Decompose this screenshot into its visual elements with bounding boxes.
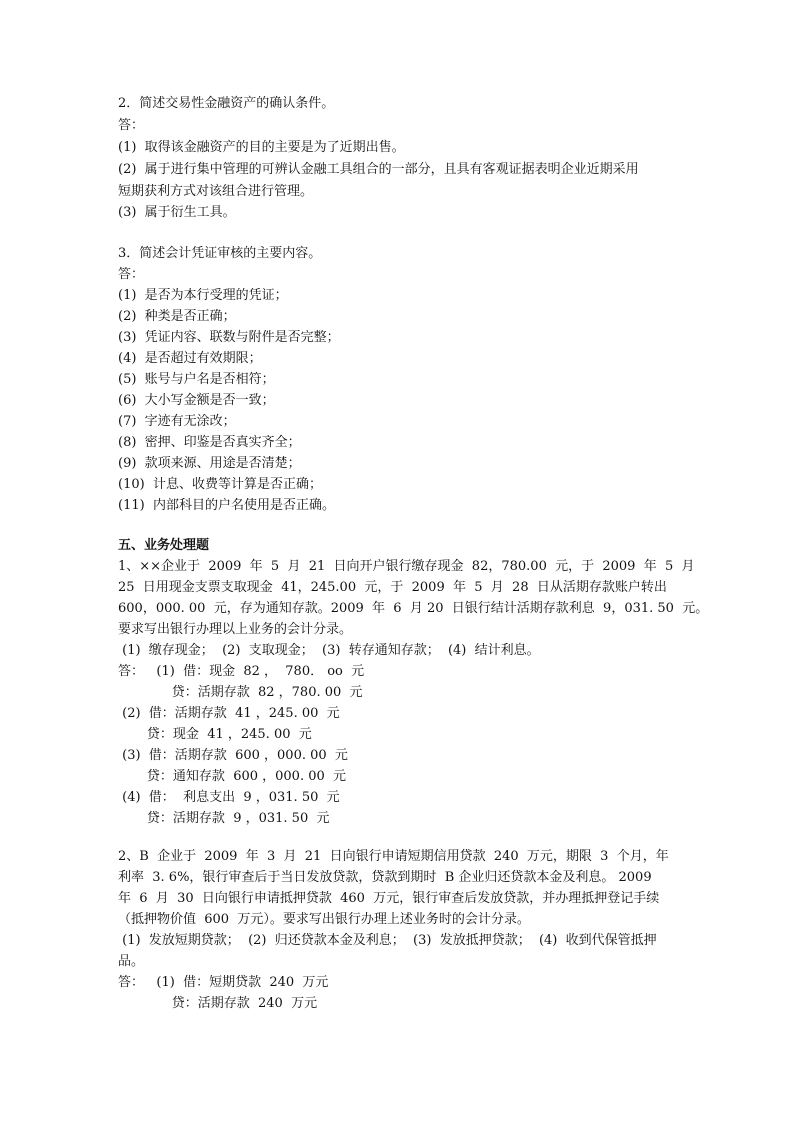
problem2-line: (1) 发放短期贷款； (2) 归还贷款本金及利息； (3) 发放抵押贷款； (4) 收到代保管抵押 bbox=[118, 933, 657, 948]
q3-item: (6) 大小写金额是否一致； bbox=[118, 393, 275, 408]
q3-item: (7) 字迹有无涂改； bbox=[118, 414, 236, 429]
q3-item: (2) 种类是否正确； bbox=[118, 309, 236, 324]
problem2-answer: 答： (1) 借：短期贷款 240 万元 bbox=[118, 975, 329, 990]
q3-title: 3．简述会计凭证审核的主要内容。 bbox=[118, 246, 322, 261]
problem1-line: 25 日用现金支票支取现金 41，245.00 元，于 2009 年 5 月 28 日从活期存款账户转出 bbox=[118, 580, 667, 595]
problem1-answer: 贷：通知存款 600 ，000. 00 元 bbox=[118, 769, 347, 784]
q2-title: 2．简述交易性金融资产的确认条件。 bbox=[118, 96, 335, 111]
problem1-answer: (3) 借：活期存款 600 ，000. 00 元 bbox=[118, 748, 348, 763]
q2-item: (3) 属于衍生工具。 bbox=[118, 205, 236, 220]
problem1-line: 600，000. 00 元，存为通知存款。2009 年 6 月 20 日银行结计活期存款利息 9，031. 50 元。 bbox=[118, 601, 709, 616]
q2-item: (2) 属于进行集中管理的可辨认金融工具组合的一部分，且具有客观证据表明企业近期采用 bbox=[118, 162, 639, 177]
problem2-line: （抵押物价值 600 万元）。要求写出银行办理上述业务时的会计分录。 bbox=[118, 912, 530, 927]
problem1-answer: 答： (1) 借：现金 82 ， 780． oo 元 bbox=[118, 664, 365, 679]
q3-item: (1) 是否为本行受理的凭证； bbox=[118, 288, 288, 303]
problem1-line: (1) 缴存现金； (2) 支取现金； (3) 转存通知存款； (4) 结计利息。 bbox=[118, 643, 540, 658]
q2-answer-label: 答： bbox=[118, 118, 145, 133]
problem2-line: 2、B 企业于 2009 年 3 月 21 日向银行申请短期信用贷款 240 万元，期限 3 个月，年 bbox=[118, 849, 669, 864]
q3-item: (9) 款项来源、用途是否清楚； bbox=[118, 456, 301, 471]
problem1-line: 1、××企业于 2009 年 5 月 21 日向开户银行缴存现金 82，780.00 元，于 2009 年 5 月 bbox=[118, 559, 695, 574]
q2-item: (1) 取得该金融资产的目的主要是为了近期出售。 bbox=[118, 140, 405, 155]
problem2-line: 利率 3. 6%，银行审查后于当日发放贷款，贷款到期时 B 企业归还贷款本金及利息。 2009 bbox=[118, 870, 652, 885]
q3-item: (11) 内部科目的户名使用是否正确。 bbox=[118, 498, 335, 513]
q3-item: (10) 计息、收费等计算是否正确； bbox=[118, 477, 322, 492]
q3-item: (5) 账号与户名是否相符； bbox=[118, 372, 275, 387]
section-title: 五、业务处理题 bbox=[118, 538, 210, 553]
problem2-answer: 贷：活期存款 240 万元 bbox=[118, 996, 318, 1011]
q3-item: (8) 密押、印鉴是否真实齐全； bbox=[118, 435, 301, 450]
problem1-line: 要求写出银行办理以上业务的会计分录。 bbox=[118, 622, 353, 637]
q2-item: 短期获利方式对该组合进行管理。 bbox=[118, 184, 314, 199]
problem1-answer: (2) 借：活期存款 41 ，245. 00 元 bbox=[118, 706, 340, 721]
q3-item: (3) 凭证内容、联数与附件是否完整； bbox=[118, 330, 340, 345]
problem2-line: 品。 bbox=[118, 954, 145, 969]
problem1-answer: 贷：活期存款 82 ，780. 00 元 bbox=[118, 685, 363, 700]
problem1-answer: 贷：现金 41 ，245. 00 元 bbox=[118, 727, 312, 742]
problem1-answer: (4) 借： 利息支出 9 ，031. 50 元 bbox=[118, 790, 340, 805]
q3-answer-label: 答： bbox=[118, 267, 145, 282]
problem1-answer: 贷：活期存款 9 ，031. 50 元 bbox=[118, 811, 330, 826]
q3-item: (4) 是否超过有效期限； bbox=[118, 351, 262, 366]
problem2-line: 年 6 月 30 日向银行申请抵押贷款 460 万元，银行审查后发放贷款，并办理抵押登记手续 bbox=[118, 891, 660, 906]
